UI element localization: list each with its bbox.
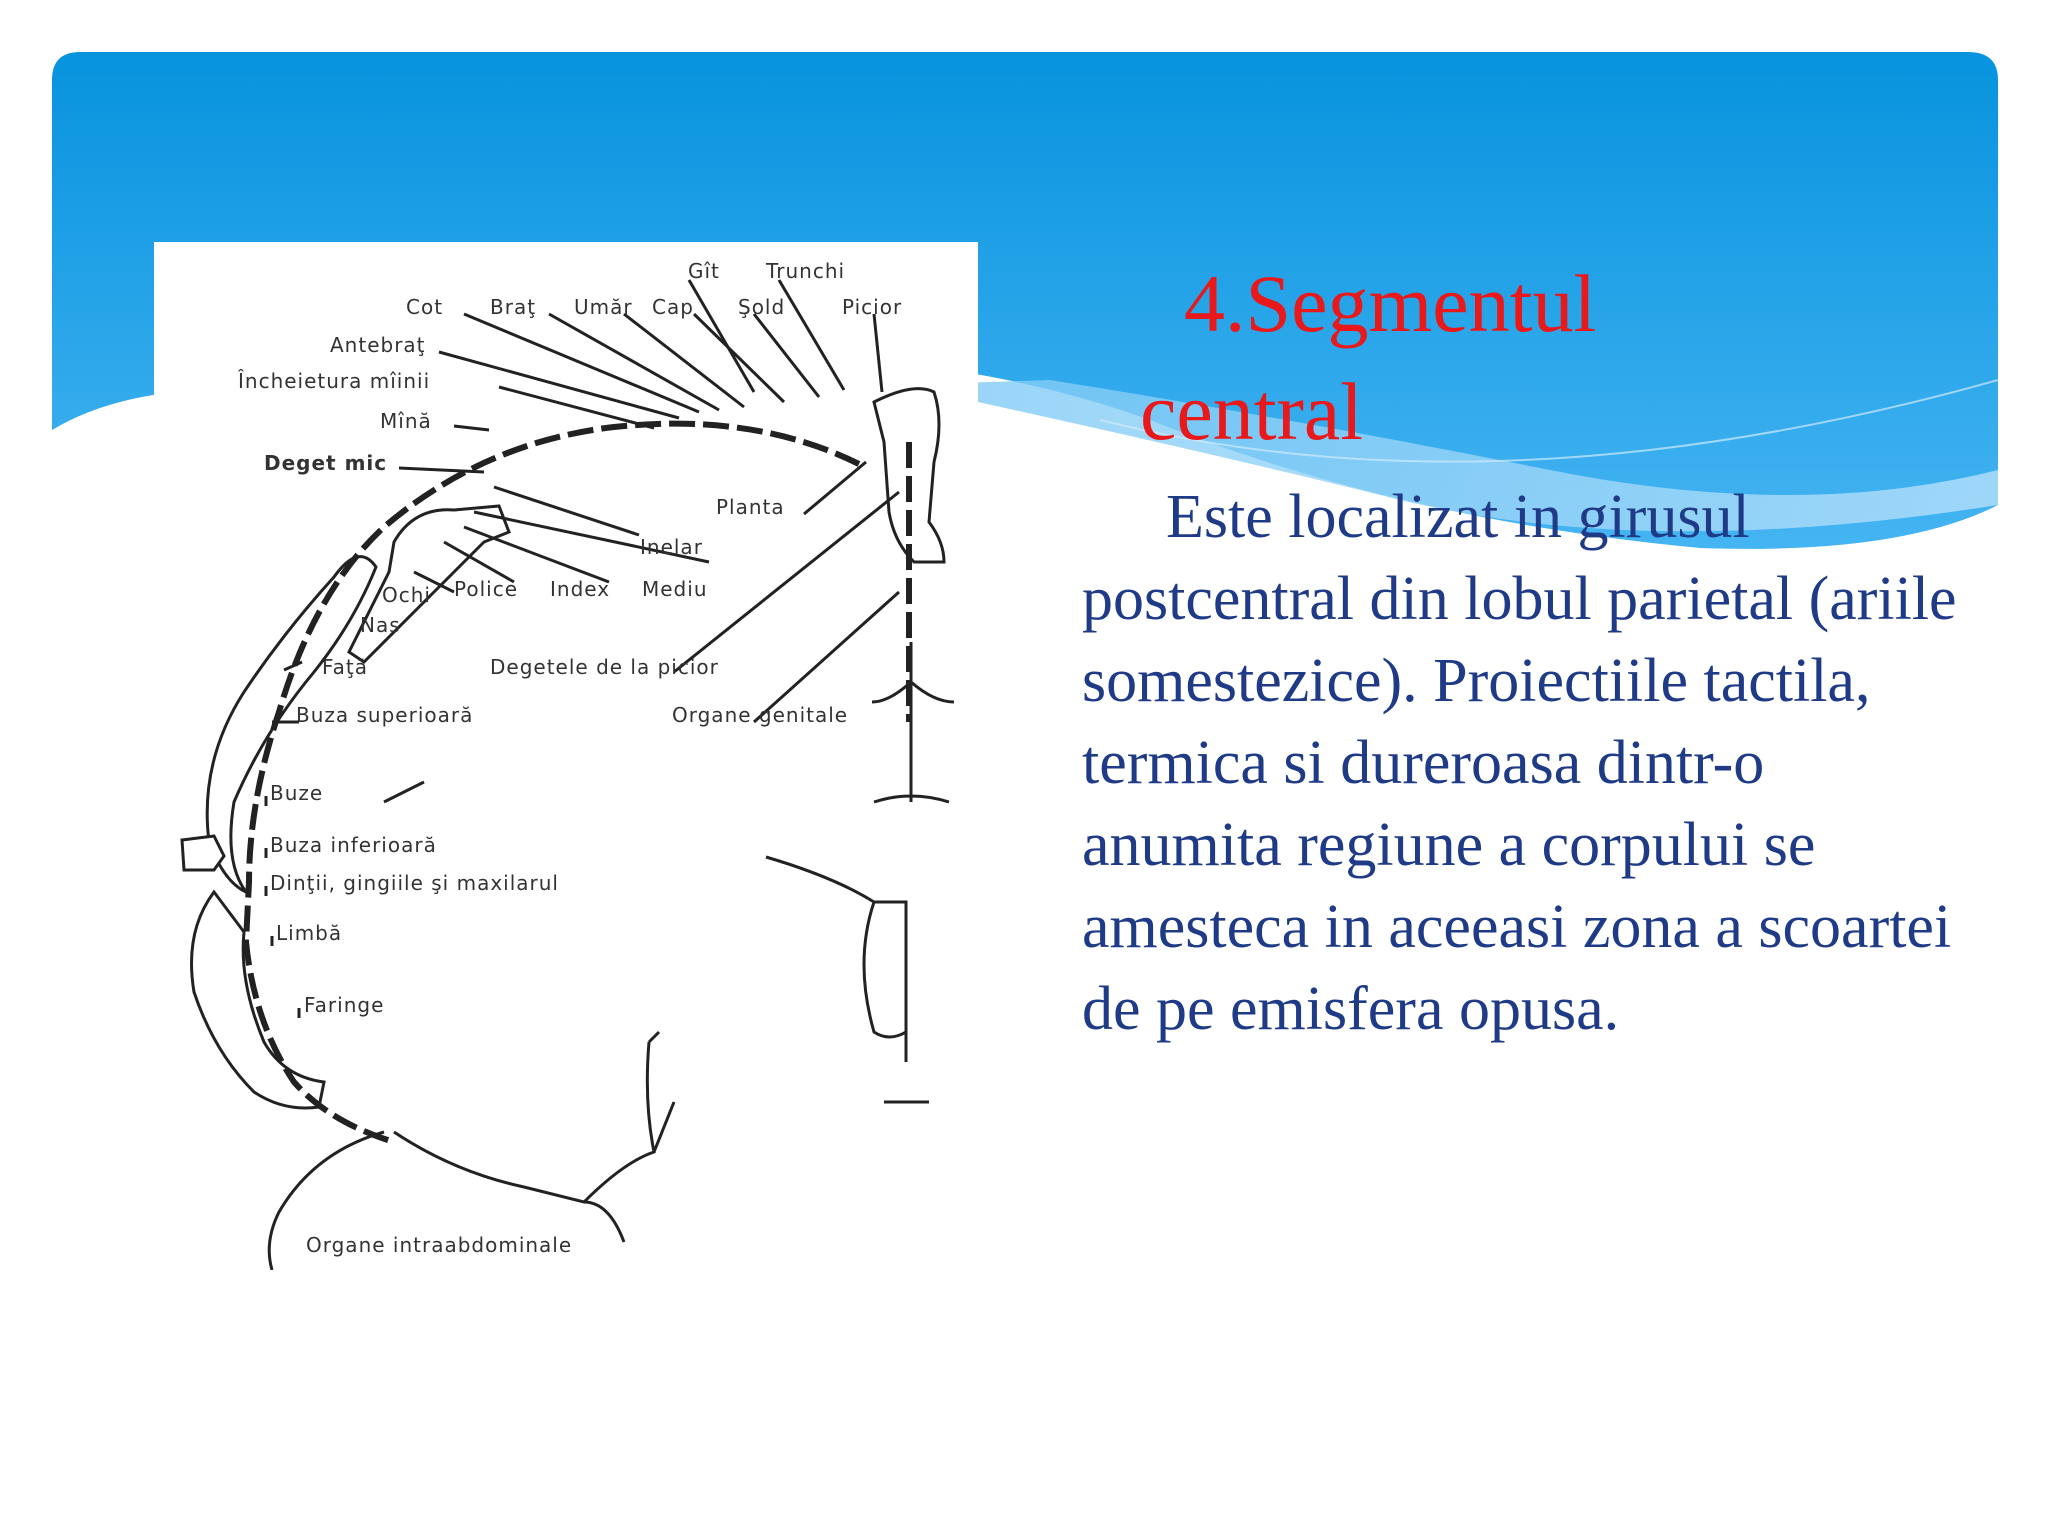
label-buza-superioara: Buza superioară	[296, 703, 474, 727]
label-index: Index	[550, 577, 611, 601]
organ-symbol	[766, 857, 929, 1102]
slide-body-text: Este localizat in girusul postcentral din lobul parietal (ariile somestezice). Proiectiile tactila, termica si dureroasa dintr-o anumita regiune a corpului se amesteca in aceeasi zona a scoartei de pe emisfera opusa.	[1082, 483, 1957, 1043]
label-degetele: Degetele de la picior	[490, 655, 719, 679]
label-buza-inferioara: Buza inferioară	[270, 833, 437, 857]
label-police: Police	[454, 577, 518, 601]
label-nas: Nas	[360, 613, 401, 637]
label-limba: Limbă	[276, 921, 343, 945]
cortex-arc	[246, 424, 859, 1142]
label-trunchi: Trunchi	[766, 259, 846, 283]
label-incheietura: Încheietura mîinii	[238, 369, 431, 393]
label-cot: Cot	[406, 295, 444, 319]
slide-title	[1140, 250, 2000, 466]
label-fata: Faţă	[322, 655, 369, 679]
title-line-1: 4.Segmentul	[1184, 258, 1597, 349]
nerve-shape	[394, 1032, 674, 1242]
label-inelar: Inelar	[640, 535, 703, 559]
label-sold: Şold	[738, 295, 786, 319]
label-mina: Mînă	[380, 409, 432, 433]
label-git: Gît	[688, 259, 720, 283]
label-ticks	[266, 722, 299, 1018]
label-buze: Buze	[270, 781, 324, 805]
label-brat: Braţ	[490, 295, 537, 319]
label-organe-intraabdominale: Organe intraabdominale	[306, 1233, 573, 1257]
label-organe-genitale: Organe genitale	[672, 703, 849, 727]
label-faringe: Faringe	[304, 993, 385, 1017]
label-deget-mic: Deget mic	[264, 451, 388, 475]
label-planta: Planta	[716, 495, 785, 519]
label-ochi: Ochi	[382, 583, 431, 607]
label-mediu: Mediu	[642, 577, 708, 601]
label-dintii: Dinţii, gingiile şi maxilarul	[270, 871, 559, 895]
title-line-2: central	[1140, 366, 1364, 457]
genital-symbol	[872, 642, 954, 802]
sensory-homunculus-diagram	[154, 242, 978, 1270]
label-cap: Cap	[652, 295, 694, 319]
jaw-shape	[182, 836, 224, 870]
label-umar: Umăr	[574, 295, 633, 319]
label-antebrat: Antebraţ	[330, 333, 426, 357]
label-picior: Picior	[842, 295, 903, 319]
